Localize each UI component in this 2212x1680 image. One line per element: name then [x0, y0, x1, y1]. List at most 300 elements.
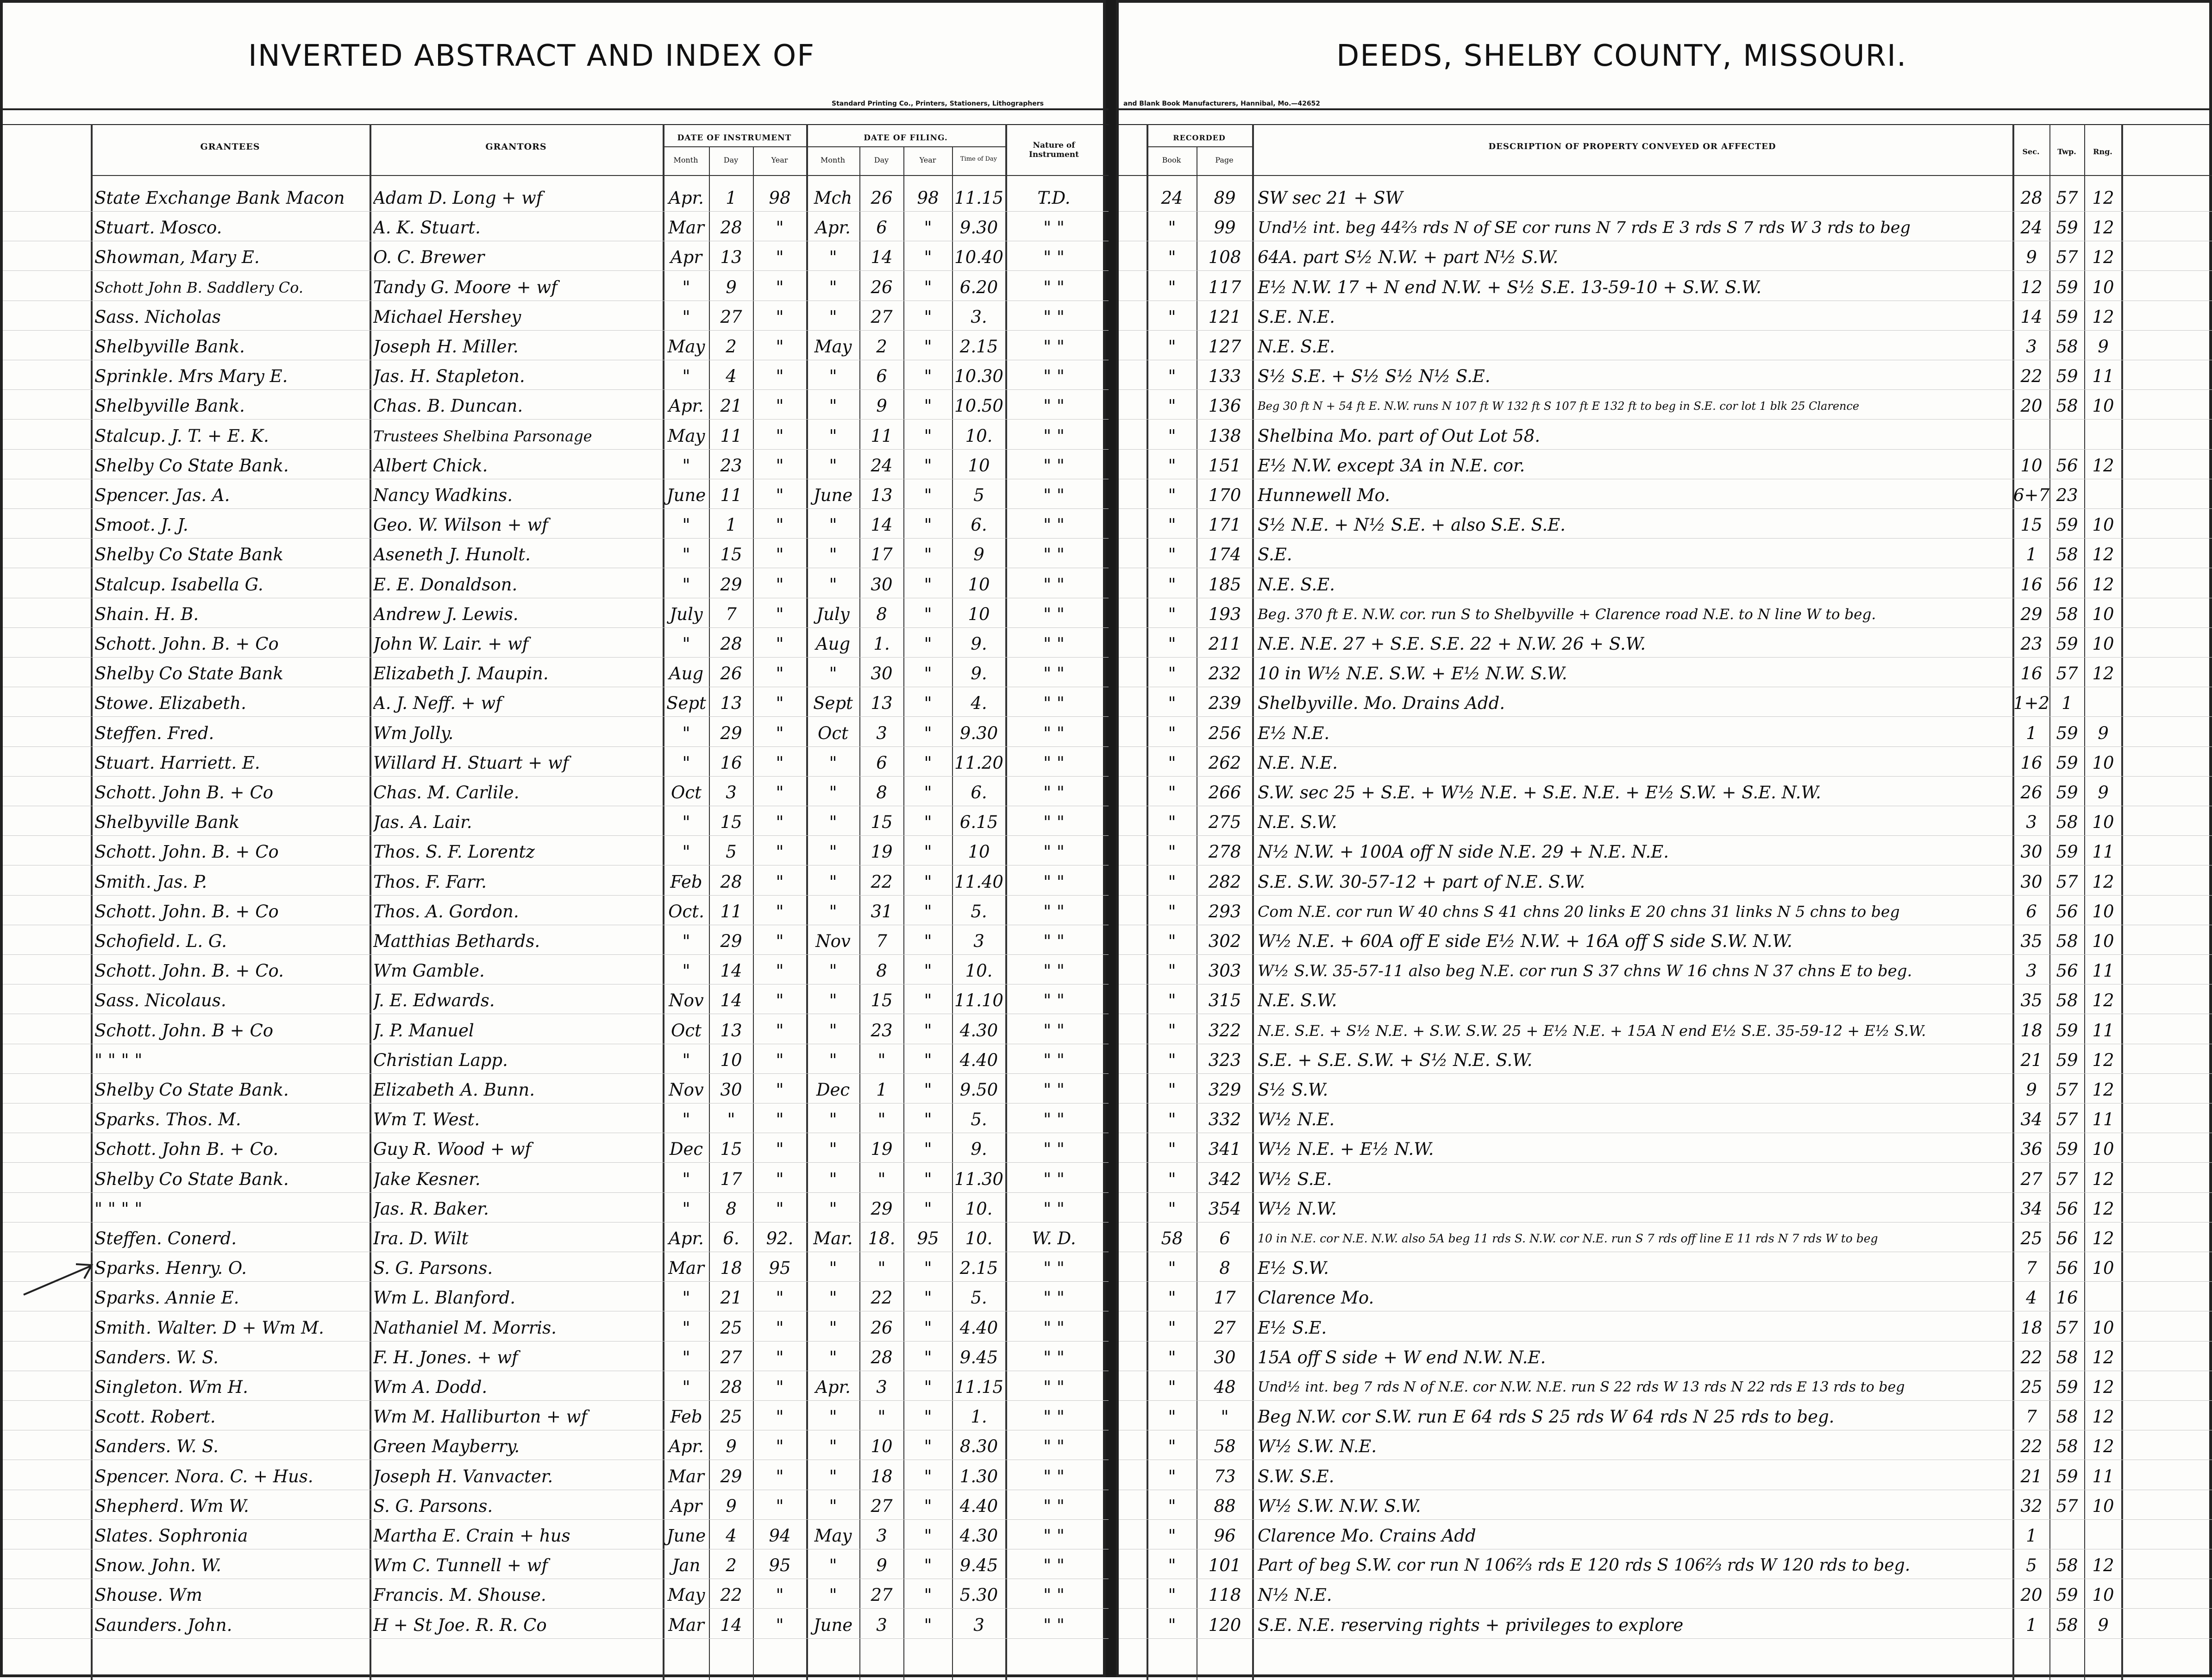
instrument-month-cell: " — [682, 366, 690, 386]
filing-month-cell: " — [829, 1407, 837, 1427]
grantor-cell: Albert Chick. — [373, 456, 488, 476]
nature-of-instrument-cell: " " — [1043, 931, 1065, 951]
filing-month-cell: " — [829, 902, 837, 921]
instrument-day-cell: " — [727, 1110, 735, 1129]
header-rule — [3, 108, 1109, 110]
filing-day-cell: 3 — [876, 1526, 887, 1546]
sec-cell: 20 — [2020, 1585, 2043, 1605]
instrument-day-cell: 11 — [720, 485, 742, 505]
nature-of-instrument-cell: " " — [1043, 664, 1065, 683]
page-cell: 332 — [1208, 1110, 1241, 1129]
instrument-month-cell: Oct. — [668, 902, 704, 921]
instrument-year-cell: " — [776, 902, 784, 921]
filing-month-cell: " — [829, 961, 837, 981]
grantor-cell: A. J. Neff. + wf — [373, 693, 502, 713]
rng-cell: 10 — [2092, 812, 2114, 832]
filing-year-cell: " — [924, 575, 932, 595]
filing-month-cell: " — [829, 1139, 837, 1159]
filing-day-cell: 1. — [873, 634, 890, 654]
instrument-year-cell: " — [776, 456, 784, 476]
filing-year-cell: " — [924, 872, 932, 892]
time-of-day-cell: 4.40 — [959, 1318, 998, 1338]
filing-year-cell: " — [924, 366, 932, 386]
grantee-cell: " " " " — [94, 1050, 143, 1070]
sec-cell: 23 — [2020, 634, 2043, 654]
instrument-month-cell: " — [682, 456, 690, 476]
rng-cell: 10 — [2092, 515, 2114, 535]
instrument-month-cell: " — [682, 812, 690, 832]
nature-of-instrument-cell: " " — [1043, 515, 1065, 535]
instrument-year-cell: " — [776, 634, 784, 654]
sec-header: Sec. — [2022, 147, 2040, 156]
instrument-year-cell: " — [776, 1110, 784, 1129]
time-of-day-cell: 10 — [968, 575, 990, 595]
twp-cell: 59 — [2056, 1467, 2078, 1486]
twp-cell: 58 — [2056, 1615, 2078, 1635]
filing-day-cell: 14 — [871, 515, 893, 535]
time-of-day-cell: 10. — [965, 1229, 993, 1248]
grantor-cell: Geo. W. Wilson + wf — [373, 515, 548, 535]
instrument-year-cell: " — [776, 961, 784, 981]
description-cell: N.E. S.W. — [1258, 990, 1337, 1010]
page-cell: 239 — [1208, 693, 1241, 713]
book-cell: " — [1168, 1407, 1176, 1427]
nature-of-instrument-cell: " " — [1043, 842, 1065, 862]
rng-cell: 12 — [2092, 1199, 2114, 1219]
grantee-cell: Sparks. Annie E. — [94, 1288, 239, 1308]
rng-cell: 11 — [2092, 842, 2114, 862]
page-cell: 96 — [1214, 1526, 1236, 1546]
filing-month-cell: " — [829, 664, 837, 683]
filing-day-cell: 19 — [871, 1139, 893, 1159]
twp-cell: 59 — [2056, 277, 2078, 297]
page-cell: 256 — [1208, 723, 1241, 743]
page-cell: 303 — [1208, 961, 1241, 981]
instrument-year-cell: " — [776, 515, 784, 535]
page-cell: 341 — [1208, 1139, 1241, 1159]
instrument-day-header: Day — [723, 156, 739, 164]
page-cell: 58 — [1214, 1436, 1236, 1456]
rng-cell: 10 — [2092, 1139, 2114, 1159]
book-cell: " — [1168, 485, 1176, 505]
description-cell: Clarence Mo. — [1258, 1288, 1374, 1308]
instrument-month-cell: Nov — [669, 1080, 704, 1100]
grantor-cell: Nathaniel M. Morris. — [373, 1318, 557, 1338]
grantors-header: GRANTORS — [485, 142, 547, 152]
filing-month-cell: " — [829, 990, 837, 1010]
instrument-day-cell: 27 — [720, 307, 742, 327]
instrument-month-cell: " — [682, 1050, 690, 1070]
col-divider — [1252, 124, 1254, 1680]
page-cell: 117 — [1208, 277, 1241, 297]
twp-cell: 59 — [2056, 1021, 2078, 1041]
filing-month-cell: " — [829, 1496, 837, 1516]
nature-of-instrument-cell: " " — [1043, 1318, 1065, 1338]
rng-cell: 10 — [2092, 277, 2114, 297]
instrument-month-cell: " — [682, 1169, 690, 1189]
grantee-cell: Sass. Nicolaus. — [94, 990, 226, 1010]
filing-year-cell: " — [924, 485, 932, 505]
nature-of-instrument-cell: " " — [1043, 961, 1065, 981]
grantee-cell: Shelby Co State Bank. — [94, 1169, 289, 1189]
rng-cell: 10 — [2092, 1496, 2114, 1516]
sec-cell: 7 — [2026, 1258, 2037, 1278]
page-cell: 136 — [1208, 396, 1241, 416]
sec-cell: 20 — [2020, 396, 2043, 416]
page-cell: 120 — [1208, 1615, 1241, 1635]
description-cell: 10 in W½ N.E. S.W. + E½ N.W. S.W. — [1258, 664, 1567, 683]
book-cell: " — [1168, 515, 1176, 535]
instrument-day-cell: 5 — [726, 842, 737, 862]
twp-cell: 56 — [2056, 1199, 2078, 1219]
rng-cell: 10 — [2092, 931, 2114, 951]
instrument-day-cell: 13 — [720, 247, 742, 267]
page-cell: 232 — [1208, 664, 1241, 683]
grantor-cell: Joseph H. Vanvacter. — [373, 1467, 553, 1486]
filing-month-cell: " — [829, 396, 837, 416]
grantor-cell: Wm T. West. — [373, 1110, 480, 1129]
instrument-year-cell: " — [776, 783, 784, 802]
grantee-cell: Stowe. Elizabeth. — [94, 693, 246, 713]
instrument-day-cell: 27 — [720, 1348, 742, 1367]
page-cell: 282 — [1208, 872, 1241, 892]
filing-month-cell: " — [829, 515, 837, 535]
time-of-day-cell: 9.45 — [959, 1555, 998, 1575]
time-of-day-cell: 6.20 — [959, 277, 998, 297]
instrument-day-cell: 14 — [720, 990, 742, 1010]
page-cell: 170 — [1208, 485, 1241, 505]
page-cell: 88 — [1214, 1496, 1236, 1516]
filing-month-cell: Nov — [815, 931, 851, 951]
book-cell: " — [1168, 1555, 1176, 1575]
rng-cell: 9 — [2098, 1615, 2109, 1635]
grantee-cell: State Exchange Bank Macon — [94, 188, 345, 208]
filing-year-cell: " — [924, 1169, 932, 1189]
instrument-month-cell: " — [682, 931, 690, 951]
instrument-year-cell: " — [776, 337, 784, 357]
instrument-year-header: Year — [771, 156, 788, 164]
filing-month-cell: " — [829, 1110, 837, 1129]
filing-year-cell: " — [924, 1436, 932, 1456]
nature-of-instrument-cell: " " — [1043, 1436, 1065, 1456]
instrument-month-cell: " — [682, 307, 690, 327]
instrument-year-cell: 95 — [769, 1555, 791, 1575]
time-of-day-cell: 5. — [971, 1110, 987, 1129]
sec-cell: 25 — [2020, 1229, 2043, 1248]
rng-cell: 11 — [2092, 1021, 2114, 1041]
time-of-day-cell: 6.15 — [959, 812, 998, 832]
grantor-cell: John W. Lair. + wf — [373, 634, 529, 654]
instrument-day-cell: 30 — [720, 1080, 742, 1100]
sec-cell — [2013, 422, 2049, 450]
left-page-title: INVERTED ABSTRACT AND INDEX OF — [248, 39, 815, 73]
grantor-cell: Elizabeth J. Maupin. — [373, 664, 549, 683]
filing-day-cell: 15 — [871, 990, 893, 1010]
filing-year-cell: " — [924, 1021, 932, 1041]
instrument-month-cell: " — [682, 1318, 690, 1338]
time-of-day-cell: 8.30 — [959, 1436, 998, 1456]
instrument-year-cell: " — [776, 1496, 784, 1516]
nature-of-instrument-cell: " " — [1043, 902, 1065, 921]
grantor-cell: Green Mayberry. — [373, 1436, 520, 1456]
book-cell: " — [1168, 604, 1176, 624]
book-cell: " — [1168, 1585, 1176, 1605]
twp-cell: 58 — [2056, 1436, 2078, 1456]
filing-month-cell: Dec — [816, 1080, 850, 1100]
instrument-year-cell: 94 — [769, 1526, 791, 1546]
description-cell: Com N.E. cor run W 40 chns S 41 chns 20 links E 20 chns 31 links N 5 chns to beg — [1258, 903, 1900, 921]
grantee-cell: Schott. John. B. + Co. — [94, 961, 284, 981]
nature-of-instrument-cell: " " — [1043, 634, 1065, 654]
twp-cell: 58 — [2056, 337, 2078, 357]
page-cell: 185 — [1208, 575, 1241, 595]
rng-cell: 12 — [2092, 1080, 2114, 1100]
page-cell: 278 — [1208, 842, 1241, 862]
instrument-day-cell: 29 — [720, 723, 742, 743]
grantee-cell: " " " " — [94, 1199, 143, 1219]
filing-year-cell: " — [924, 1199, 932, 1219]
page-cell: 329 — [1208, 1080, 1241, 1100]
filing-year-cell: " — [924, 396, 932, 416]
date-of-filing-header: DATE OF FILING. — [864, 133, 948, 143]
filing-day-cell: 27 — [871, 1496, 893, 1516]
instrument-day-cell: 29 — [720, 1467, 742, 1486]
rng-cell: 10 — [2092, 1318, 2114, 1338]
rng-cell: 12 — [2092, 545, 2114, 564]
rng-cell: 9 — [2098, 783, 2109, 802]
instrument-year-cell: " — [776, 307, 784, 327]
grantee-cell: Schott. John. B + Co — [94, 1021, 274, 1041]
instrument-day-cell: 11 — [720, 426, 742, 446]
instrument-month-cell: " — [682, 277, 690, 297]
page-cell: 302 — [1208, 931, 1241, 951]
instrument-day-cell: 9 — [726, 1436, 737, 1456]
instrument-day-cell: 9 — [726, 277, 737, 297]
book-cell: " — [1168, 931, 1176, 951]
twp-cell: 57 — [2056, 247, 2078, 267]
nature-of-instrument-cell: " " — [1043, 1021, 1065, 1041]
filing-month-cell: " — [829, 1348, 837, 1367]
sec-cell: 10 — [2020, 456, 2043, 476]
rng-cell: 12 — [2092, 456, 2114, 476]
instrument-day-cell: 21 — [720, 396, 742, 416]
page-cell: 30 — [1214, 1348, 1236, 1367]
twp-cell: 59 — [2056, 307, 2078, 327]
description-cell: E½ N.W. except 3A in N.E. cor. — [1258, 456, 1525, 476]
instrument-month-cell: Mar — [668, 1258, 704, 1278]
filing-year-cell: " — [924, 1526, 932, 1546]
sec-cell: 12 — [2020, 277, 2043, 297]
instrument-year-cell: " — [776, 1407, 784, 1427]
instrument-month-cell: Mar — [668, 218, 704, 238]
instrument-month-cell: Jan — [672, 1555, 701, 1575]
filing-day-cell: 1 — [876, 1080, 887, 1100]
instrument-month-cell: " — [682, 545, 690, 564]
filing-day-cell: " — [877, 1258, 886, 1278]
instrument-month-cell: May — [667, 337, 705, 357]
time-of-day-cell: 5.30 — [959, 1585, 998, 1605]
grantee-cell: Sass. Nicholas — [94, 307, 221, 327]
twp-cell: 59 — [2056, 1377, 2078, 1397]
twp-cell: 56 — [2056, 575, 2078, 595]
instrument-year-cell: " — [776, 426, 784, 446]
header-rule-thin — [1119, 124, 2212, 125]
description-cell: N½ N.E. — [1258, 1585, 1332, 1605]
filing-day-cell: 31 — [871, 902, 893, 921]
grantor-cell: Matthias Bethards. — [373, 931, 540, 951]
time-of-day-cell: 1.30 — [959, 1467, 998, 1486]
twp-cell: 59 — [2056, 842, 2078, 862]
grantor-cell: Elizabeth A. Bunn. — [373, 1080, 535, 1100]
time-of-day-cell: 9. — [971, 664, 987, 683]
right-page-title: DEEDS, SHELBY COUNTY, MISSOURI. — [1336, 39, 1907, 73]
sec-cell: 9 — [2026, 247, 2037, 267]
filing-month-cell: " — [829, 1169, 837, 1189]
filing-day-cell: 3 — [876, 723, 887, 743]
twp-cell: 59 — [2056, 634, 2078, 654]
nature-of-instrument-cell: " " — [1043, 783, 1065, 802]
description-cell: S½ S.W. — [1258, 1080, 1328, 1100]
nature-of-instrument-cell: " " — [1043, 337, 1065, 357]
instrument-day-cell: 29 — [720, 575, 742, 595]
filing-year-cell: " — [924, 1467, 932, 1486]
sec-cell: 18 — [2020, 1021, 2043, 1041]
page-cell: 322 — [1208, 1021, 1241, 1041]
grantor-cell: Adam D. Long + wf — [373, 188, 543, 208]
grantee-cell: Schott. John. B. + Co — [94, 902, 279, 921]
time-of-day-header: Time of Day — [960, 156, 997, 163]
book-cell: " — [1168, 1526, 1176, 1546]
time-of-day-cell: 10.30 — [954, 366, 1003, 386]
description-cell: W½ N.E. — [1258, 1110, 1335, 1129]
twp-cell: 57 — [2056, 664, 2078, 683]
instrument-year-cell: " — [776, 1199, 784, 1219]
instrument-month-cell: " — [682, 723, 690, 743]
filing-year-cell: " — [924, 1496, 932, 1516]
filing-day-cell: 22 — [871, 872, 893, 892]
description-cell: S.W. S.E. — [1258, 1467, 1335, 1486]
nature-of-instrument-cell: " " — [1043, 1110, 1065, 1129]
filing-year-cell: " — [924, 247, 932, 267]
sec-cell: 3 — [2026, 812, 2037, 832]
time-of-day-cell: 10.40 — [954, 247, 1003, 267]
page-cell: 193 — [1208, 604, 1241, 624]
nature-of-instrument-cell: " " — [1043, 990, 1065, 1010]
sec-cell: 15 — [2020, 515, 2043, 535]
nature-of-instrument-cell: " " — [1043, 1348, 1065, 1367]
time-of-day-cell: 10. — [965, 961, 993, 981]
sec-cell: 6 — [2026, 902, 2037, 921]
grantor-cell: Wm L. Blanford. — [373, 1288, 515, 1308]
description-cell: W½ S.W. 35-57-11 also beg N.E. cor run S 37 chns W 16 chns N 37 chns E to beg. — [1258, 962, 1912, 980]
filing-day-cell: 6 — [876, 753, 887, 773]
book-cell: " — [1168, 812, 1176, 832]
filing-year-cell: 95 — [917, 1229, 939, 1248]
grantor-cell: O. C. Brewer — [373, 247, 485, 267]
instrument-month-cell: May — [667, 1585, 705, 1605]
grantee-cell: Steffen. Fred. — [94, 723, 214, 743]
instrument-month-cell: Dec — [669, 1139, 703, 1159]
description-cell: 64A. part S½ N.W. + part N½ S.W. — [1258, 247, 1559, 267]
filing-year-cell: " — [924, 1407, 932, 1427]
rng-cell: 12 — [2092, 1407, 2114, 1427]
instrument-day-cell: 3 — [726, 783, 737, 802]
book-cell: " — [1168, 1436, 1176, 1456]
page-cell: 293 — [1208, 902, 1241, 921]
instrument-day-cell: 2 — [726, 337, 737, 357]
nature-of-instrument-cell: " " — [1043, 753, 1065, 773]
page-cell: 211 — [1208, 634, 1241, 654]
instrument-month-cell: Aug — [669, 664, 704, 683]
filing-year-cell: " — [924, 783, 932, 802]
description-cell: Shelbyville. Mo. Drains Add. — [1258, 693, 1505, 713]
sec-cell: 21 — [2020, 1050, 2043, 1070]
book-cell: " — [1168, 396, 1176, 416]
page-cell: 275 — [1208, 812, 1241, 832]
time-of-day-cell: 3 — [973, 1615, 984, 1635]
filing-day-cell: 8 — [876, 961, 887, 981]
instrument-day-cell: 8 — [726, 1199, 737, 1219]
filing-month-cell: Apr. — [815, 1377, 851, 1397]
page-cell: 101 — [1208, 1555, 1241, 1575]
instrument-year-cell: " — [776, 812, 784, 832]
filing-year-cell: " — [924, 1258, 932, 1278]
filing-year-cell: " — [924, 426, 932, 446]
sec-cell: 30 — [2020, 872, 2043, 892]
instrument-year-cell: " — [776, 1021, 784, 1041]
instrument-year-cell: " — [776, 247, 784, 267]
instrument-year-cell: " — [776, 1318, 784, 1338]
nature-of-instrument-cell: " " — [1043, 1407, 1065, 1427]
filing-month-cell: July — [816, 604, 850, 624]
instrument-year-cell: " — [776, 1050, 784, 1070]
rng-cell — [2086, 422, 2121, 450]
twp-header: Twp. — [2057, 147, 2076, 156]
nature-of-instrument-cell: " " — [1043, 366, 1065, 386]
filing-month-cell: " — [829, 426, 837, 446]
rng-cell: 12 — [2092, 1169, 2114, 1189]
instrument-year-cell: " — [776, 396, 784, 416]
book-cell: " — [1168, 456, 1176, 476]
book-cell: " — [1168, 783, 1176, 802]
grantee-cell: Schott. John B. + Co. — [94, 1139, 279, 1159]
grantor-cell: Wm Jolly. — [373, 723, 454, 743]
grantee-cell: Sparks. Thos. M. — [94, 1110, 241, 1129]
rng-cell: 12 — [2092, 1377, 2114, 1397]
book-cell: " — [1168, 664, 1176, 683]
instrument-day-cell: 1 — [726, 188, 737, 208]
filing-year-cell: " — [924, 307, 932, 327]
grantee-cell: Shouse. Wm — [94, 1585, 202, 1605]
filing-year-cell: " — [924, 664, 932, 683]
instrument-year-cell: " — [776, 366, 784, 386]
instrument-day-cell: 28 — [720, 1377, 742, 1397]
grantee-cell: Schofield. L. G. — [94, 931, 227, 951]
description-cell: S½ S.E. + S½ S½ N½ S.E. — [1258, 366, 1491, 386]
description-cell: S.E. N.E. — [1258, 307, 1335, 327]
instrument-month-cell: Apr — [670, 1496, 702, 1516]
filing-day-cell: 30 — [871, 575, 893, 595]
sec-cell: 32 — [2020, 1496, 2043, 1516]
instrument-day-cell: 14 — [720, 961, 742, 981]
instrument-month-cell: " — [682, 515, 690, 535]
grantee-cell: Steffen. Conerd. — [94, 1229, 237, 1248]
sec-cell: 1 — [2026, 545, 2037, 564]
filing-year-cell: " — [924, 634, 932, 654]
grantee-cell: Shain. H. B. — [94, 604, 199, 624]
rng-cell — [2086, 1284, 2121, 1312]
nature-of-instrument-cell: " " — [1043, 1496, 1065, 1516]
